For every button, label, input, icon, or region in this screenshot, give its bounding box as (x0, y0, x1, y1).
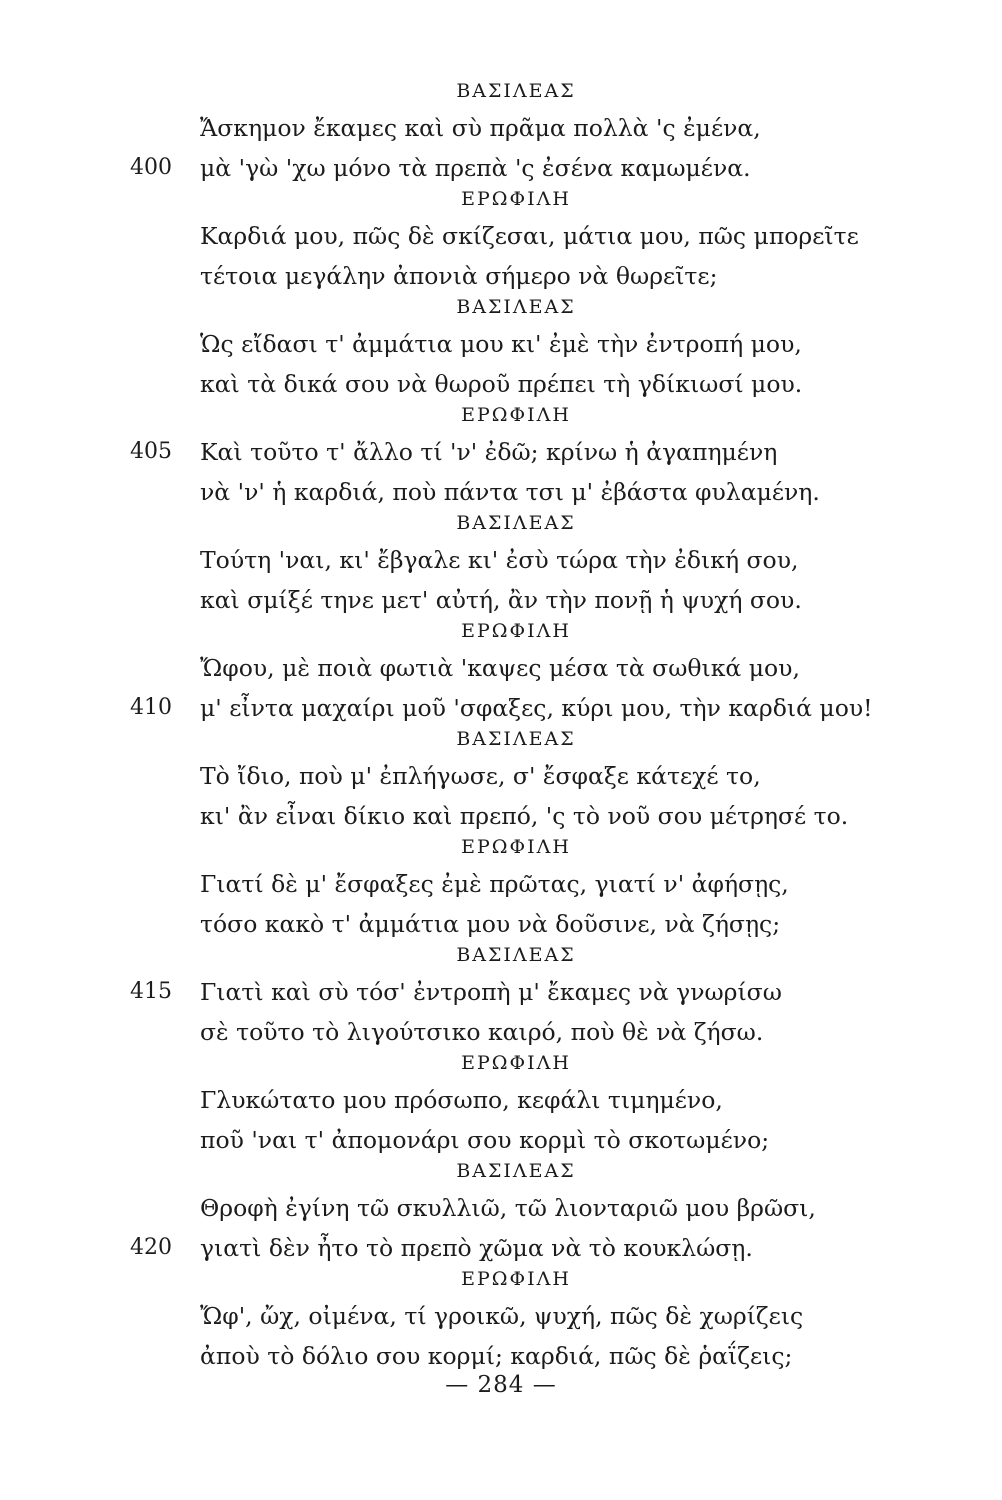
line-number: 400 (130, 155, 172, 180)
dialogue-exchange (0, 938, 1002, 1052)
verse-line (0, 108, 1002, 148)
verse-line (0, 324, 1002, 364)
verse-line (0, 1188, 1002, 1228)
verse-text: Τὸ ἴδιο, ποὺ μ' ἐπλήγωσε, σ' ἔσφαξε κάτεχέ το, (200, 762, 761, 790)
dialogue-exchange (0, 182, 1002, 296)
speaker-name: ΒΑΣΙΛΕΑΣ (456, 728, 576, 750)
speaker-name: ΒΑΣΙΛΕΑΣ (456, 1160, 576, 1182)
verse-line (0, 648, 1002, 688)
verse-line (0, 756, 1002, 796)
line-number: 405 (130, 439, 172, 464)
dialogue-exchange (0, 722, 1002, 836)
verse-text: Γιατί δὲ μ' ἔσφαξες ἐμὲ πρῶτας, γιατί ν' ἀφήσῃς, (200, 870, 789, 898)
verse-text: Θροφὴ ἐγίνη τῶ σκυλλιῶ, τῶ λιονταριῶ μου βρῶσι, (200, 1194, 816, 1222)
line-number: 415 (130, 979, 172, 1004)
speaker-name: ΒΑΣΙΛΕΑΣ (456, 80, 576, 102)
line-number: 420 (130, 1235, 172, 1260)
verse-text: ποῦ 'ναι τ' ἀπομονάρι σου κορμὶ τὸ σκοτωμένο; (200, 1126, 770, 1154)
speaker-name: ΒΑΣΙΛΕΑΣ (456, 296, 576, 318)
verse-text: μὰ 'γὼ 'χω μόνο τὰ πρεπὰ 'ς ἐσένα καμωμένα. (200, 154, 751, 182)
dialogue-exchange (0, 290, 1002, 404)
dialogue-exchange (0, 506, 1002, 620)
verse-text: σὲ τοῦτο τὸ λιγούτσικο καιρό, ποὺ θὲ νὰ ζήσω. (200, 1018, 764, 1046)
speaker-name: ΒΑΣΙΛΕΑΣ (456, 512, 576, 534)
page-number: — 284 — (445, 1372, 557, 1398)
verse-line (0, 216, 1002, 256)
verse-text: Καρδιά μου, πῶς δὲ σκίζεσαι, μάτια μου, πῶς μπορεῖτε (200, 222, 859, 250)
verse-text: Ἄσκημον ἔκαμες καὶ σὺ πρᾶμα πολλὰ 'ς ἐμένα, (200, 114, 761, 142)
verse-text: Ὤφ', ὤχ, οἰμένα, τί γροικῶ, ψυχή, πῶς δὲ χωρίζεις (200, 1302, 804, 1330)
verse-text: μ' εἶντα μαχαίρι μοῦ 'σφαξες, κύρι μου, τὴν καρδιά μου! (200, 694, 873, 722)
verse-text: νὰ 'ν' ἡ καρδιά, ποὺ πάντα τσι μ' ἐβάστα φυλαμένη. (200, 478, 820, 506)
verse-text: Καὶ τοῦτο τ' ἄλλο τί 'ν' ἐδῶ; κρίνω ἡ ἀγαπημένη (200, 438, 778, 466)
verse-line (0, 864, 1002, 904)
verse-text: Ὤφου, μὲ ποιὰ φωτιὰ 'καψες μέσα τὰ σωθικά μου, (200, 654, 800, 682)
verse-text: γιατὶ δὲν ἦτο τὸ πρεπὸ χῶμα νὰ τὸ κουκλώσῃ. (200, 1234, 753, 1262)
dialogue-exchange (0, 1262, 1002, 1376)
verse-line (0, 972, 1002, 1012)
verse-text: Γιατὶ καὶ σὺ τόσ' ἐντροπὴ μ' ἔκαμες νὰ γνωρίσω (200, 978, 782, 1006)
dialogue-exchange (0, 1154, 1002, 1268)
speaker-name: ΕΡΩΦΙΛΗ (461, 620, 571, 642)
verse-line (0, 1336, 1002, 1376)
dialogue-exchange (0, 614, 1002, 728)
verse-text: τέτοια μεγάλην ἀπονιὰ σήμερο νὰ θωρεῖτε; (200, 262, 718, 290)
dialogue-exchange (0, 74, 1002, 188)
verse-text: τόσο κακὸ τ' ἀμμάτια μου νὰ δοῦσινε, νὰ ζήσῃς; (200, 910, 781, 938)
speaker-name: ΕΡΩΦΙΛΗ (461, 188, 571, 210)
line-number: 410 (130, 695, 172, 720)
verse-line (0, 432, 1002, 472)
verse-text: καὶ σμίξέ τηνε μετ' αὐτή, ἂν τὴν πονῇ ἡ ψυχή σου. (200, 586, 802, 614)
speaker-name: ΒΑΣΙΛΕΑΣ (456, 944, 576, 966)
dialogue-exchange (0, 398, 1002, 512)
verse-text: Ὡς εἴδασι τ' ἀμμάτια μου κι' ἐμὲ τὴν ἐντροπή μου, (200, 330, 802, 358)
speaker-name: ΕΡΩΦΙΛΗ (461, 1052, 571, 1074)
dialogue-exchange (0, 830, 1002, 944)
speaker-name: ΕΡΩΦΙΛΗ (461, 404, 571, 426)
verse-text: Γλυκώτατο μου πρόσωπο, κεφάλι τιμημένο, (200, 1086, 723, 1114)
verse-text: Τούτη 'ναι, κι' ἔβγαλε κι' ἐσὺ τώρα τὴν ἐδική σου, (200, 546, 799, 574)
verse-text: κι' ἂν εἶναι δίκιο καὶ πρεπό, 'ς τὸ νοῦ σου μέτρησέ το. (200, 802, 849, 830)
verse-line (0, 1296, 1002, 1336)
speaker-name: ΕΡΩΦΙΛΗ (461, 836, 571, 858)
verse-text: καὶ τὰ δικά σου νὰ θωροῦ πρέπει τὴ γδίκιωσί μου. (200, 370, 803, 398)
verse-line (0, 540, 1002, 580)
dialogue-exchange (0, 1046, 1002, 1160)
verse-text: ἀποὺ τὸ δόλιο σου κορμί; καρδιά, πῶς δὲ ῥαΐζεις; (200, 1342, 793, 1370)
speaker-name: ΕΡΩΦΙΛΗ (461, 1268, 571, 1290)
verse-line (0, 1080, 1002, 1120)
